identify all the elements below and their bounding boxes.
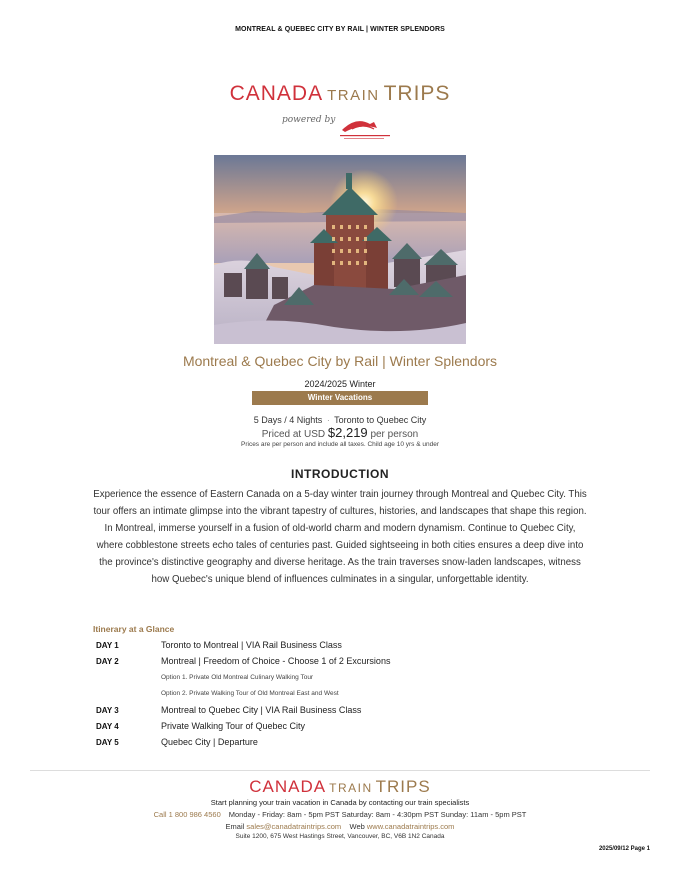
itinerary-day-label: DAY 3 bbox=[96, 706, 119, 715]
itinerary-day-text: Private Walking Tour of Quebec City bbox=[161, 721, 306, 731]
footer-divider bbox=[30, 770, 650, 771]
category-badge[interactable]: Winter Vacations bbox=[252, 391, 428, 405]
canada-train-trips-logo[interactable] bbox=[0, 82, 680, 106]
logo-word-trips: TRIPS bbox=[383, 82, 451, 105]
footer-email-web bbox=[0, 822, 680, 831]
itinerary-day-text: Montreal to Quebec City | VIA Rail Business Class bbox=[161, 705, 362, 715]
price-note: Prices are per person and include all taxes. Child age 10 yrs & under bbox=[241, 441, 439, 448]
email-link[interactable]: sales@canadatraintrips.com bbox=[246, 822, 342, 831]
price-suffix: per person bbox=[370, 429, 419, 440]
itinerary-day-text: Quebec City | Departure bbox=[161, 737, 258, 747]
itinerary-option: Option 1. Private Old Montreal Culinary Walking Tour bbox=[161, 674, 314, 681]
itinerary-day-text: Toronto to Montreal | VIA Rail Business Class bbox=[161, 640, 342, 650]
footer-contact bbox=[0, 810, 680, 819]
chateau-winter-sunset-image bbox=[214, 155, 466, 344]
business-hours: Monday - Friday: 8am - 5pm PST Saturday: 8am - 4:30pm PST Sunday: 11am - 5pm PST bbox=[228, 810, 527, 819]
tour-days: 5 Days / 4 Nights bbox=[253, 415, 323, 425]
page-info: 2025/09/12 Page 1 bbox=[598, 846, 650, 852]
partner-logo-icon bbox=[336, 113, 398, 143]
tour-season: 2024/2025 Winter bbox=[304, 379, 376, 389]
footer-logo[interactable] bbox=[0, 777, 680, 797]
document-header-title: MONTREAL & QUEBEC CITY BY RAIL | WINTER SPLENDORS bbox=[235, 26, 445, 33]
price-amount: $2,219 bbox=[327, 425, 368, 440]
itinerary-day-label: DAY 4 bbox=[96, 722, 119, 731]
email-label: Email bbox=[225, 822, 245, 831]
introduction-body: Experience the essence of Eastern Canada on a 5-day winter train journey through Montreal and Quebec City. This tour offers an intimate glimpse into the vibrant tapestry of cultures, histories, and landscapes that shape this region. In Montreal, immerse yourself in a fusion of old-world charm and modern dynamism. Continue to Quebec City, where cobblestone streets echo tales of centuries past. Guided sightseeing in both cities ensures a deep dive into the province's distinctive geography and diverse heritage. As the train traverses snow-laden landscapes, witness how Quebec's unique blend of influences culminates in a singular, unforgettable identity. bbox=[93, 489, 587, 585]
web-link[interactable]: www.canadatraintrips.com bbox=[366, 822, 455, 831]
tour-route: Toronto to Quebec City bbox=[334, 415, 427, 425]
separator-dot: · bbox=[326, 415, 330, 425]
tour-duration-route bbox=[0, 415, 680, 425]
itinerary-day-text: Montreal | Freedom of Choice - Choose 1 of 2 Excursions bbox=[161, 656, 391, 666]
logo-word-train: TRAIN bbox=[329, 781, 373, 795]
itinerary-option: Option 2. Private Walking Tour of Old Montreal East and West bbox=[161, 690, 339, 697]
powered-by-text: powered by bbox=[282, 115, 336, 125]
web-label: Web bbox=[349, 822, 365, 831]
phone-link[interactable]: Call 1 800 986 4560 bbox=[153, 810, 221, 819]
introduction-heading: INTRODUCTION bbox=[291, 467, 389, 481]
price-label: Priced at USD bbox=[261, 429, 326, 440]
itinerary-day-label: DAY 2 bbox=[96, 657, 119, 666]
footer-tagline: Start planning your train vacation in Canada by contacting our train specialists bbox=[210, 798, 470, 807]
tour-title: Montreal & Quebec City by Rail | Winter Splendors bbox=[182, 353, 498, 369]
logo-word-canada: CANADA bbox=[249, 777, 327, 796]
itinerary-day-label: DAY 1 bbox=[96, 641, 119, 650]
logo-word-trips: TRIPS bbox=[375, 777, 431, 796]
itinerary-heading: Itinerary at a Glance bbox=[93, 624, 175, 634]
logo-word-canada: CANADA bbox=[229, 82, 324, 105]
footer-address: Suite 1200, 675 West Hastings Street, Vancouver, BC, V6B 1N2 Canada bbox=[235, 833, 445, 840]
logo-word-train: TRAIN bbox=[327, 87, 380, 104]
itinerary-day-label: DAY 5 bbox=[96, 738, 119, 747]
tour-price bbox=[0, 425, 680, 440]
hero-image-chateau-frontenac bbox=[214, 155, 466, 344]
